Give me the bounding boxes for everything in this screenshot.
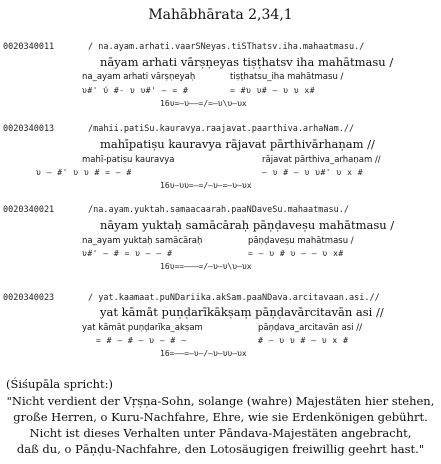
verse-transliteration: /mahii.patiSu.kauravya.raajavat.paarthiva.arhaNam.// [88, 124, 355, 134]
meter-summary: 16υ==–––=/–υ–υ\υ–υx [160, 262, 252, 271]
verse-id: 0020340023 [3, 293, 55, 303]
translation-line: daß du, o Pāṇḍu-Nachfahre, den Lotosäugigen freiwillig geehrt hast." [16, 442, 425, 456]
verse-iast: yat kāmāt puṇḍarīkākṣaṃ pāṇḍavārcitavān asi // [100, 305, 384, 319]
verse-transliteration: /na.ayam.yuktah.samaacaarah.paaNDaveSu.mahaatmasu./ [88, 205, 349, 215]
verse-id: 0020340011 [3, 42, 55, 52]
meter-left: υ – #' υ υ # = – # [36, 168, 132, 177]
meter-summary: 16=––=–υ–/–υ–υυ–υx [160, 349, 247, 358]
meter-summary: 16υ–υυ=–=/–υ–=–υ–υx [160, 181, 252, 190]
page-title: Mahābhārata 2,34,1 [148, 7, 293, 23]
meter-summary: 16υ=–υ––=/=–υ\υ–υx [160, 99, 247, 108]
meter-left: υ#' ύ #- υ υ#' – = # [82, 86, 189, 95]
translation-line: Nicht ist dieses Verhalten unter Pāndava-Majestäten angebracht, [29, 426, 412, 440]
verse-transliteration: / na.ayam.arhati.vaarSNeyas.tiSThatsv.iha.mahaatmasu./ [88, 42, 365, 52]
pada-left: na_ayam yuktaḥ samācāraḥ [82, 236, 203, 246]
verse-iast: nāyam arhati vārṣṇeyas tiṣṭhatsv iha mahātmasu / [100, 55, 394, 69]
speaker-note: (Śiśupāla spricht:) [6, 377, 114, 391]
pada-left: mahī-patiṣu kauravya [82, 155, 175, 165]
meter-right: = – υ # υ – – υ x# [248, 249, 344, 258]
pada-right: tiṣṭhatsu_iha mahātmasu / [230, 72, 344, 82]
meter-right: = #υ υ# – υ υ x# [230, 86, 316, 95]
pada-left: yat kāmāt puṇḍarīka_akṣam [82, 323, 203, 333]
meter-left: υ#' – # = υ – – # [82, 249, 173, 258]
translation-line: große Herren, o Kuru-Nachfahre, Ehre, wie sie Erdenkönigen gebührt. [13, 410, 428, 424]
verse-iast: mahīpatiṣu kauravya rājavat pārthivārhaṇam // [100, 137, 375, 151]
translation-line: "Nicht verdient der Vṛṣṇa-Sohn, solange (wahre) Majestäten hier stehen, [6, 394, 435, 408]
pada-right: rājavat pārthiva_arhaṇam // [262, 155, 381, 165]
verse-id: 0020340013 [3, 124, 55, 134]
pada-left: na_ayam arhati vārṣṇeyaḥ [82, 72, 196, 82]
meter-right: # – υ υ # – υ x # [258, 336, 349, 345]
pada-right: pāṇḍaveṣu mahātmasu / [248, 236, 354, 246]
meter-left: = # – # – υ – # – [96, 336, 187, 345]
meter-right: – υ # – υ υ#' υ x # [262, 168, 364, 177]
verse-iast: nāyam yuktaḥ samācāraḥ pāṇḍaveṣu mahātmasu / [100, 218, 395, 232]
pada-right: pāṇḍava_arcitavān asi // [258, 323, 362, 333]
verse-id: 0020340021 [3, 205, 55, 215]
verse-transliteration: / yat.kaamaat.puNDariika.akSam.paaNDava.arcitavaan.asi.// [88, 293, 380, 303]
